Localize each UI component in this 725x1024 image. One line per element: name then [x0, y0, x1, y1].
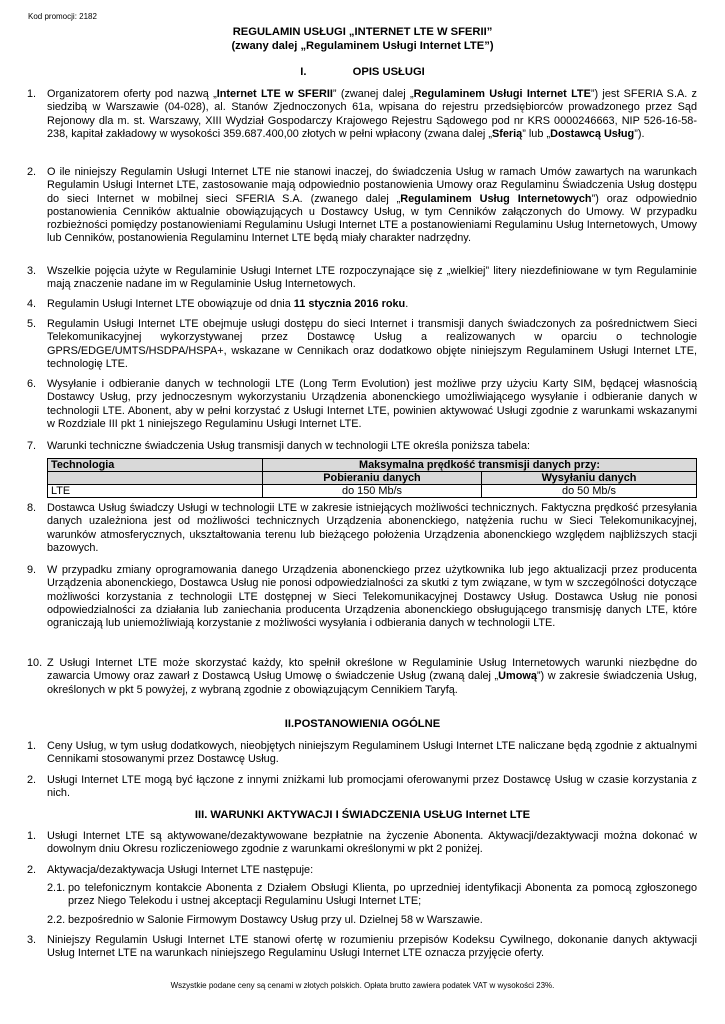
- bold-text: 11 stycznia 2016 roku: [293, 298, 406, 310]
- s1-item-1: [27, 88, 698, 141]
- s3-item-3: [27, 934, 697, 961]
- s1-item-6: [27, 378, 697, 431]
- bold-text: Dostawcą Usług: [550, 127, 635, 140]
- s1-item-5: [27, 318, 697, 371]
- s1-item-10: [27, 657, 697, 697]
- s1-item-3: [27, 265, 697, 292]
- text: Warunki techniczne świadczenia Usług transmisji danych w technologii LTE określa poniższa tabela:: [47, 440, 531, 452]
- s3-sub-item-2-2: [47, 914, 697, 927]
- s1-item-9: [27, 564, 697, 630]
- item-number: 8.: [27, 502, 37, 514]
- text: Dostawca Usług świadczy Usługi w technologii LTE w zakresie istniejących możliwości technicznych. Faktyczna prędkość przesyłania danych uzależniona jest od możliwości technicznych Urządzenia abonenckiego, natężenia ruchu w Sieci Telekomunikacyjnej, warunków atmosferycznych, ukształtowania terenu lub bieżącego położenia Urządzenia abonenckiego względem najbliższych stacji bazowych.: [47, 502, 697, 554]
- document-title: REGULAMIN USŁUGI „INTERNET LTE W SFERII”: [232, 26, 493, 38]
- item-number: 7.: [27, 440, 37, 452]
- item-number: 1.: [27, 740, 37, 752]
- item-number: 2.: [27, 166, 37, 178]
- item-number: 3.: [27, 934, 37, 946]
- text: Wysyłanie i odbieranie danych w technologii LTE (Long Term Evolution) jest możliwe przy użyciu Karty SIM, będącej własnością Dostawcy Usług, przy jednoczesnym wykorzystaniu Urządzenia abonenckiego umożliwiającego wysyłanie i odbieranie danych w technologii LTE. Abonent, aby w pełni korzystać z Usługi Internet LTE, powinien aktywować Usługi zgodnie z warunkami wskazanymi w Rozdziale III pkt 1 niniejszego Regulaminu Usługi Internet LTE.: [47, 378, 697, 430]
- section-1-number: I.: [300, 66, 307, 78]
- s2-item-1: [27, 740, 697, 767]
- text: Usługi Internet LTE są aktywowane/dezaktywowane bezpłatnie na życzenie Abonenta. Aktywacji/dezaktywacji można dokonać w dowolnym dniu Okresu rozliczeniowego zgodnie z warunkami określonymi w pkt 2 poniżej.: [47, 830, 697, 856]
- item-number: 10.: [27, 657, 43, 669]
- text: Organizatorem oferty pod nazwą „: [47, 88, 217, 100]
- item-number: 2.: [27, 864, 37, 876]
- text: ”) jest SFERIA S.A. z siedzibą w Warszawie (04-028), al. Stanów Zjednoczonych 61a, wpisana do rejestru przedsiębiorców prowadzonego przez Sąd Rejonowy dla m. st. Warszawy, XIII Wydział Gospodarczy Krajowego Rejestru Sądowego pod nr KRS 0000246663, NIP 526-16-58-238, kapitał zakładowy w wysokości 359.687.400,00 złotych w pełni wpłacony (zwana dalej „: [47, 88, 698, 140]
- text: ”).: [634, 127, 645, 140]
- section-1-title: OPIS USŁUGI: [352, 66, 425, 78]
- text: Aktywacja/dezaktywacja Usługi Internet LTE następuje:: [47, 864, 314, 876]
- cell-technology: LTE: [48, 485, 263, 498]
- s1-item-7: [27, 440, 697, 453]
- col-max-speed-header: Maksymalna prędkość transmisji danych przy:: [263, 459, 697, 472]
- s1-item-4: [27, 298, 697, 311]
- col-download-header: Pobieraniu danych: [263, 472, 482, 485]
- bold-text: Sferią: [491, 127, 523, 140]
- text: Z Usługi Internet LTE może skorzystać każdy, kto spełnił określone w Regulaminie Usług Internetowych warunki niezbędne do zawarcia Umowy oraz zawarł z Dostawcą Usług Umowę o świadczenie Usług (zwaną dalej „: [47, 657, 697, 683]
- text: ” (zwanej dalej „: [332, 88, 414, 100]
- item-number: 6.: [27, 378, 37, 390]
- item-number: 1.: [27, 830, 37, 842]
- section-3-heading: III. WARUNKI AKTYWACJI I ŚWIADCZENIA USŁUG Internet LTE: [194, 809, 531, 821]
- s1-item-2: [27, 166, 697, 246]
- s3-item-2: [27, 864, 697, 877]
- s2-item-2: [27, 774, 697, 801]
- bold-text: Internet LTE w SFERII: [216, 88, 333, 100]
- item-number: 2.1.: [47, 882, 66, 894]
- text: bezpośrednio w Salonie Firmowym Dostawcy Usług przy ul. Dzielnej 58 w Warszawie.: [68, 914, 483, 926]
- item-number: 9.: [27, 564, 37, 576]
- text: W przypadku zmiany oprogramowania danego Urządzenia abonenckiego przez użytkownika lub jego aktualizacji przez producenta Urządzenia abonenckiego, Dostawca Usług nie ponosi odpowiedzialności za skutki z tym związane, w tym w szczególności dotyczące możliwości korzystania z technologii LTE dostępnej w Sieci Telekomunikacyjnej Dostawcy Usług. Dostawca Usług nie ponosi odpowiedzialności za działania lub zaniechania producenta Urządzenia abonenckiego obsługującego transmisję danych LTE, które ograniczają lub uniemożliwiają korzystanie z możliwości wysyłania i odbierania danych w technologii LTE.: [47, 564, 697, 630]
- text: ” lub „: [522, 127, 551, 140]
- section-1-heading: [0, 66, 725, 78]
- text: Ceny Usług, w tym usług dodatkowych, nieobjętych niniejszym Regulaminem Usługi Internet LTE naliczane będą zgodnie z aktualnymi Cennikami stosowanymi przez Dostawcę Usług.: [47, 740, 697, 766]
- s1-item-8: [27, 502, 697, 555]
- item-number: 4.: [27, 298, 37, 310]
- text: Niniejszy Regulamin Usługi Internet LTE stanowi ofertę w rozumieniu przepisów Kodeksu Cywilnego, dokonanie danych aktywacji Usług Internet LTE na warunkach niniejszego Regulaminu Usługi Internet LTE oznacza przyjęcie oferty.: [47, 934, 697, 960]
- text: .: [405, 298, 409, 310]
- document-subtitle: (zwany dalej „Regulaminem Usługi Internet LTE”): [231, 40, 494, 52]
- cell-upload: do 50 Mb/s: [482, 485, 697, 498]
- section-2-heading: II.POSTANOWIENIA OGÓLNE: [284, 718, 441, 730]
- lte-speed-table: [47, 458, 697, 498]
- text: O ile niniejszy Regulamin Usługi Internet LTE nie stanowi inaczej, do świadczenia Usług w ramach Umów zawartych na warunkach Regulamin Usługi Internet LTE, zastosowanie mają odpowiednio postanowienia Umowy oraz Regulaminu Świadczenia Usług dostępu do sieci Internet w mobilnej sieci SFERIA S.A. (zwanego dalej „: [47, 166, 697, 205]
- item-number: 3.: [27, 265, 37, 277]
- bold-text: Regulaminem Usługi Internet LTE: [413, 88, 591, 100]
- s3-sub-item-2-1: [47, 882, 697, 909]
- footer-note: Wszystkie podane ceny są cenami w złotych polskich. Opłata brutto zawiera podatek VAT w wysokości 23%.: [170, 981, 555, 990]
- s3-item-1: [27, 830, 697, 857]
- table-row: [48, 485, 697, 498]
- text: ”) oraz odpowiednio postanowienia Cenników aktualnie obowiązujących u Dostawcy Usług, w tym Cenników załączonych do Umowy. W przypadku rozbieżności pomiędzy postanowieniami Regulaminu Usługi Internet LTE a postanowieniami Regulaminu Usług Internetowych, Umowy lub Cenników, postanowienia Regulaminu Internet LTE będą miały charakter nadrzędny.: [47, 192, 697, 245]
- item-number: 5.: [27, 318, 37, 330]
- col-upload-header: Wysyłaniu danych: [482, 472, 697, 485]
- item-number: 2.: [27, 774, 37, 786]
- text: Regulamin Usługi Internet LTE obejmuje usługi dostępu do sieci Internet i transmisji danych świadczonych za pośrednictwem Sieci Telekomunikacyjnej wykorzystywanej przez Dostawcę Usług a realizowanych w oparciu o technologie GPRS/EDGE/UMTS/HSDPA/HSPA+, wskazane w Cennikach oraz dodatkowo objęte niniejszym Regulaminem Usługi Internet LTE, technologię LTE.: [47, 318, 697, 370]
- text: Usługi Internet LTE mogą być łączone z innymi zniżkami lub promocjami oferowanymi przez Dostawcę Usług w czasie korzystania z nich.: [47, 774, 697, 800]
- promo-code: Kod promocji: 2182: [28, 12, 97, 21]
- empty-header-cell: [48, 472, 263, 485]
- text: Regulamin Usługi Internet LTE obowiązuje od dnia: [47, 298, 294, 310]
- text: ”) w zakresie świadczenia Usług, określonych w pkt 5 powyżej, z wybraną zgodnie z obowiązującym Cennikiem Taryfą.: [47, 670, 697, 696]
- cell-download: do 150 Mb/s: [263, 485, 482, 498]
- item-number: 2.2.: [47, 914, 66, 926]
- bold-text: Umową: [498, 670, 537, 683]
- text: Wszelkie pojęcia użyte w Regulaminie Usługi Internet LTE rozpoczynające się z „wielkiej” litery niezdefiniowane w tym Regulaminie mają znaczenie nadane im w Regulaminie Usług Internetowych.: [47, 265, 697, 291]
- bold-text: Regulaminem Usług Internetowych: [400, 192, 592, 205]
- item-number: 1.: [27, 88, 37, 100]
- col-technology-header: Technologia: [48, 459, 263, 472]
- text: po telefonicznym kontakcie Abonenta z Działem Obsługi Klienta, po uprzedniej identyfikacji Abonenta za pomocą zgłoszonego przez Niego Telekodu i ustnej akceptacji Regulaminu Usługi Internet LTE;: [68, 882, 697, 908]
